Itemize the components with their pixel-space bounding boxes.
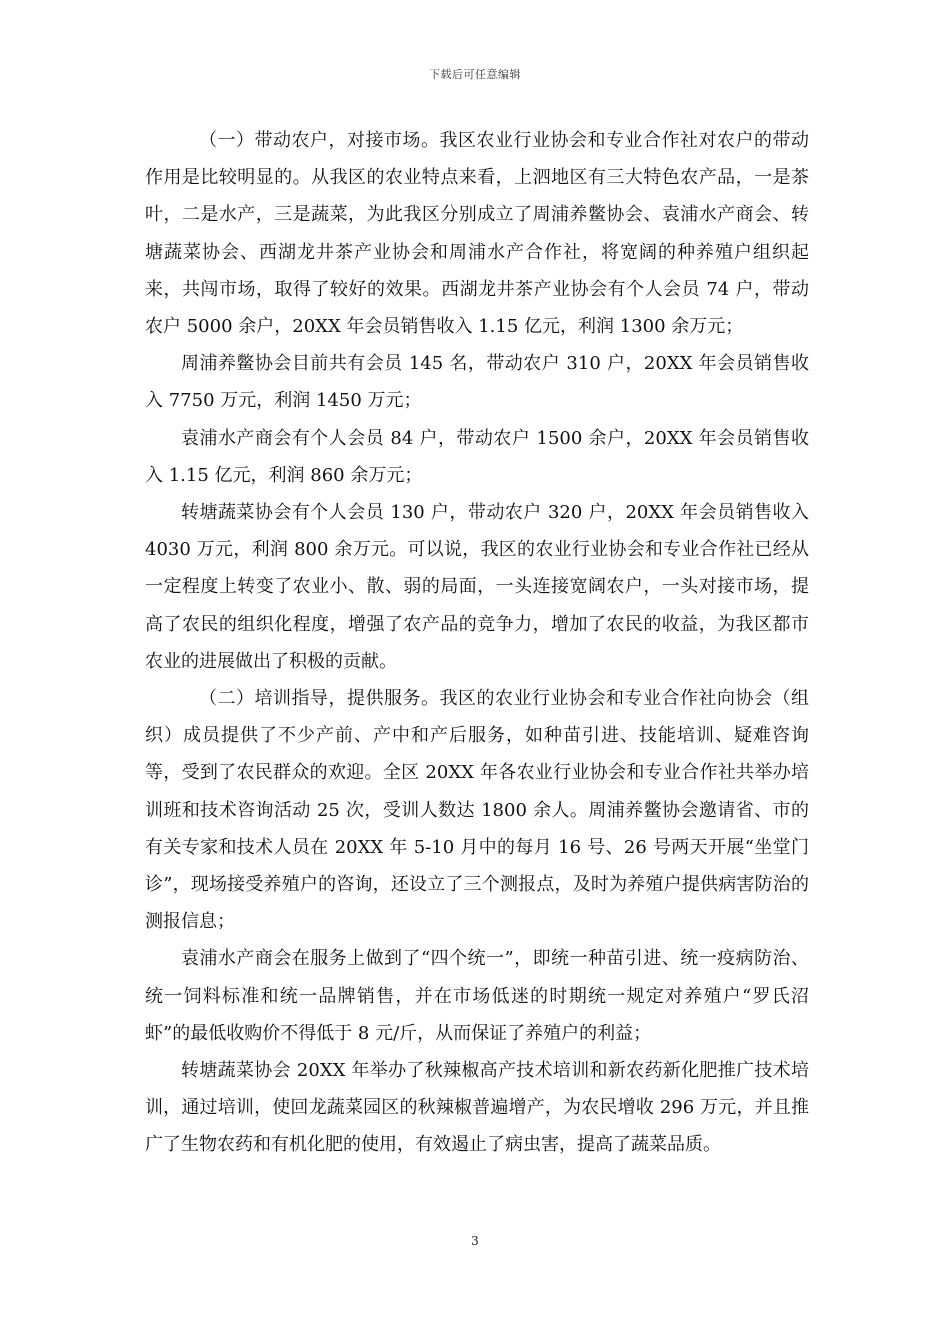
paragraph-zhuantang-association: 转塘蔬菜协会有个人会员 130 户，带动农户 320 户，20XX 年会员销售收入 4030 万元，利润 800 余万元。可以说，我区的农业行业协会和专业合作社已经从一定程度上转变了农业小、散、弱的局面，一头连接宽阔农户，一头对接市场，提高了农民的组织化程度，增强了农产品的竞争力，增加了农民的收益，为我区都市农业的进展做出了积极的贡献。 xyxy=(145,502,809,672)
paragraph-section-two: （二）培训指导，提供服务。我区的农业行业协会和专业合作社向协会（组织）成员提供了不少产前、产中和产后服务，如种苗引进、技能培训、疑难咨询等，受到了农民群众的欢迎。全区 20XX 年各农业行业协会和专业合作社共举办培训班和技术咨询活动 25 次，受训人数达 1800 余人。周浦养鳖协会邀请省、市的有关专家和技术人员在 20XX 年 5-10 月中的每月 16 号、26 号两天开展“坐堂门诊”，现场接受养殖户的咨询，还设立了三个测报点，及时为养殖户提供病害防治的测报信息； xyxy=(145,688,809,933)
paragraph-zhuantang-training: 转塘蔬菜协会 20XX 年举办了秋辣椒高产技术培训和新农药新化肥推广技术培训，通过培训，使回龙蔬菜园区的秋辣椒普遍增产，为农民增收 296 万元，并且推广了生物农药和有机化肥的使用，有效遏止了病虫害，提高了蔬菜品质。 xyxy=(145,1060,809,1156)
paragraph-yuanpu-services: 袁浦水产商会在服务上做到了“四个统一”，即统一种苗引进、统一疫病防治、统一饲料标准和统一品牌销售，并在市场低迷的时期统一规定对养殖户“罗氏沼虾”的最低收购价不得低于 8 元/斤，从而保证了养殖户的利益； xyxy=(145,948,809,1044)
document-body xyxy=(145,122,809,1164)
page-number: 3 xyxy=(471,1234,479,1248)
paragraph-yuanpu-chamber: 袁浦水产商会有个人会员 84 户，带动农户 1500 余户，20XX 年会员销售收入 1.15 亿元，利润 860 余万元； xyxy=(145,427,809,486)
paragraph-section-one: （一）带动农户，对接市场。我区农业行业协会和专业合作社对农户的带动作用是比较明显的。从我区的农业特点来看，上泗地区有三大特色农产品，一是茶叶，二是水产，三是蔬菜，为此我区分别成立了周浦养鳖协会、袁浦水产商会、转塘蔬菜协会、西湖龙井茶产业协会和周浦水产合作社，将宽阔的种养殖户组织起来，共闯市场，取得了较好的效果。西湖龙井茶产业协会有个人会员 74 户，带动农户 5000 余户，20XX 年会员销售收入 1.15 亿元，利润 1300 余万元； xyxy=(145,130,809,338)
paragraph-zhoupu-association: 周浦养鳖协会目前共有会员 145 名，带动农户 310 户，20XX 年会员销售收入 7750 万元，利润 1450 万元； xyxy=(145,353,809,412)
header-note: 下载后可任意编辑 xyxy=(429,68,521,81)
